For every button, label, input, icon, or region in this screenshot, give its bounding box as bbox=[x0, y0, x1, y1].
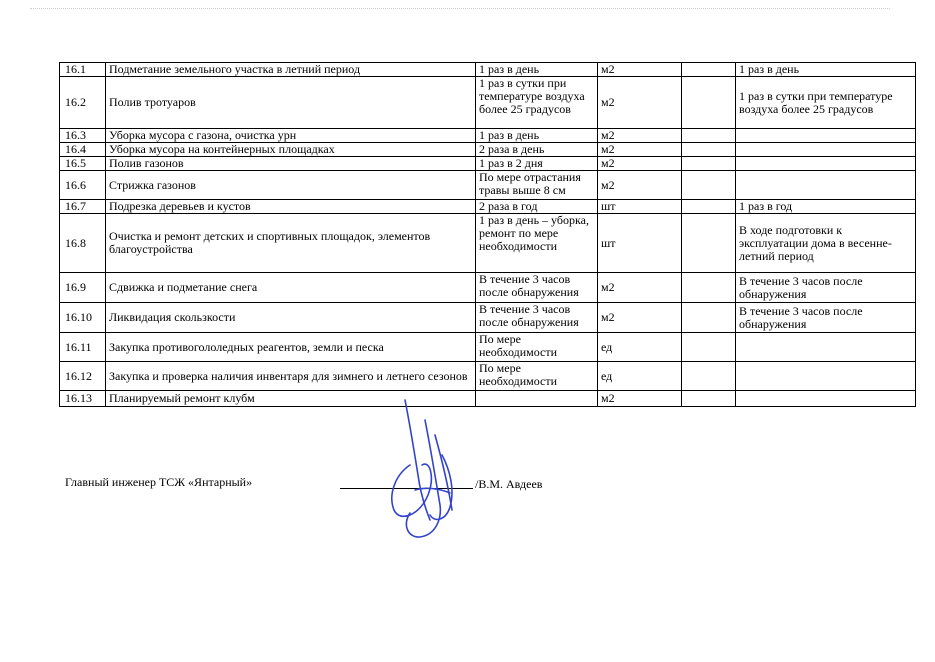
table-row bbox=[60, 129, 916, 143]
table-row bbox=[60, 303, 916, 333]
period-cell: В течение 3 часов после обнаружения bbox=[736, 273, 916, 303]
volume-cell bbox=[682, 157, 736, 171]
row-number-cell: 16.11 bbox=[60, 333, 106, 362]
work-name-cell: Полив тротуаров bbox=[106, 77, 476, 129]
table-row bbox=[60, 63, 916, 77]
period-cell bbox=[736, 391, 916, 407]
table-row bbox=[60, 333, 916, 362]
unit-cell: м2 bbox=[598, 171, 682, 200]
work-name-cell: Уборка мусора на контейнерных площадках bbox=[106, 143, 476, 157]
unit-cell: шт bbox=[598, 200, 682, 214]
work-name-cell: Закупка и проверка наличия инвентаря для зимнего и летнего сезонов bbox=[106, 362, 476, 391]
work-name-cell: Очистка и ремонт детских и спортивных площадок, элементов благоустройства bbox=[106, 214, 476, 273]
work-name-cell: Стрижка газонов bbox=[106, 171, 476, 200]
work-name-cell: Ликвидация скользкости bbox=[106, 303, 476, 333]
table-row bbox=[60, 214, 916, 273]
row-number-cell: 16.4 bbox=[60, 143, 106, 157]
period-cell: В ходе подготовки к эксплуатации дома в весенне-летний период bbox=[736, 214, 916, 273]
table-row bbox=[60, 391, 916, 407]
signatory-position: Главный инженер ТСЖ «Янтарный» bbox=[65, 475, 253, 489]
unit-cell: шт bbox=[598, 214, 682, 273]
frequency-cell: 1 раз в 2 дня bbox=[476, 157, 598, 171]
row-number-cell: 16.5 bbox=[60, 157, 106, 171]
volume-cell bbox=[682, 391, 736, 407]
frequency-cell: 1 раз в день – уборка, ремонт по мере необходимости bbox=[476, 214, 598, 273]
row-number-cell: 16.12 bbox=[60, 362, 106, 391]
row-number-cell: 16.7 bbox=[60, 200, 106, 214]
table-row bbox=[60, 77, 916, 129]
frequency-cell: 1 раз в сутки при температуре воздуха более 25 градусов bbox=[476, 77, 598, 129]
unit-cell: м2 bbox=[598, 303, 682, 333]
frequency-cell: В течение 3 часов после обнаружения bbox=[476, 273, 598, 303]
table-row bbox=[60, 200, 916, 214]
period-cell bbox=[736, 333, 916, 362]
period-cell bbox=[736, 171, 916, 200]
volume-cell bbox=[682, 273, 736, 303]
volume-cell bbox=[682, 143, 736, 157]
work-name-cell: Подрезка деревьев и кустов bbox=[106, 200, 476, 214]
period-cell: В течение 3 часов после обнаружения bbox=[736, 303, 916, 333]
row-number-cell: 16.9 bbox=[60, 273, 106, 303]
period-cell bbox=[736, 129, 916, 143]
frequency-cell: 1 раз в день bbox=[476, 63, 598, 77]
table-row bbox=[60, 273, 916, 303]
unit-cell: ед bbox=[598, 333, 682, 362]
frequency-cell: По мере необходимости bbox=[476, 362, 598, 391]
table-row bbox=[60, 171, 916, 200]
row-number-cell: 16.6 bbox=[60, 171, 106, 200]
unit-cell: м2 bbox=[598, 129, 682, 143]
unit-cell: м2 bbox=[598, 77, 682, 129]
volume-cell bbox=[682, 362, 736, 391]
row-number-cell: 16.3 bbox=[60, 129, 106, 143]
frequency-cell: 1 раз в день bbox=[476, 129, 598, 143]
volume-cell bbox=[682, 77, 736, 129]
volume-cell bbox=[682, 214, 736, 273]
unit-cell: м2 bbox=[598, 143, 682, 157]
volume-cell bbox=[682, 303, 736, 333]
work-name-cell: Подметание земельного участка в летний период bbox=[106, 63, 476, 77]
work-name-cell: Сдвижка и подметание снега bbox=[106, 273, 476, 303]
volume-cell bbox=[682, 63, 736, 77]
unit-cell: м2 bbox=[598, 63, 682, 77]
unit-cell: м2 bbox=[598, 157, 682, 171]
signatory-name: /В.М. Авдеев bbox=[475, 477, 543, 491]
frequency-cell bbox=[476, 391, 598, 407]
period-cell: 1 раз в сутки при температуре воздуха более 25 градусов bbox=[736, 77, 916, 129]
unit-cell: м2 bbox=[598, 391, 682, 407]
table-row bbox=[60, 157, 916, 171]
volume-cell bbox=[682, 200, 736, 214]
work-name-cell: Уборка мусора с газона, очистка урн bbox=[106, 129, 476, 143]
row-number-cell: 16.10 bbox=[60, 303, 106, 333]
row-number-cell: 16.8 bbox=[60, 214, 106, 273]
work-name-cell: Планируемый ремонт клубм bbox=[106, 391, 476, 407]
maintenance-table bbox=[59, 62, 916, 407]
volume-cell bbox=[682, 333, 736, 362]
period-cell bbox=[736, 143, 916, 157]
volume-cell bbox=[682, 171, 736, 200]
frequency-cell: 2 раза в год bbox=[476, 200, 598, 214]
scan-edge-line bbox=[30, 8, 890, 9]
frequency-cell: По мере необходимости bbox=[476, 333, 598, 362]
volume-cell bbox=[682, 129, 736, 143]
frequency-cell: В течение 3 часов после обнаружения bbox=[476, 303, 598, 333]
row-number-cell: 16.2 bbox=[60, 77, 106, 129]
period-cell: 1 раз в день bbox=[736, 63, 916, 77]
table-row bbox=[60, 143, 916, 157]
period-cell: 1 раз в год bbox=[736, 200, 916, 214]
period-cell bbox=[736, 362, 916, 391]
period-cell bbox=[736, 157, 916, 171]
row-number-cell: 16.13 bbox=[60, 391, 106, 407]
row-number-cell: 16.1 bbox=[60, 63, 106, 77]
unit-cell: м2 bbox=[598, 273, 682, 303]
unit-cell: ед bbox=[598, 362, 682, 391]
work-name-cell: Полив газонов bbox=[106, 157, 476, 171]
frequency-cell: 2 раза в день bbox=[476, 143, 598, 157]
work-name-cell: Закупка противогололедных реагентов, земли и песка bbox=[106, 333, 476, 362]
frequency-cell: По мере отрастания травы выше 8 см bbox=[476, 171, 598, 200]
table-row bbox=[60, 362, 916, 391]
handwritten-signature bbox=[380, 395, 470, 545]
